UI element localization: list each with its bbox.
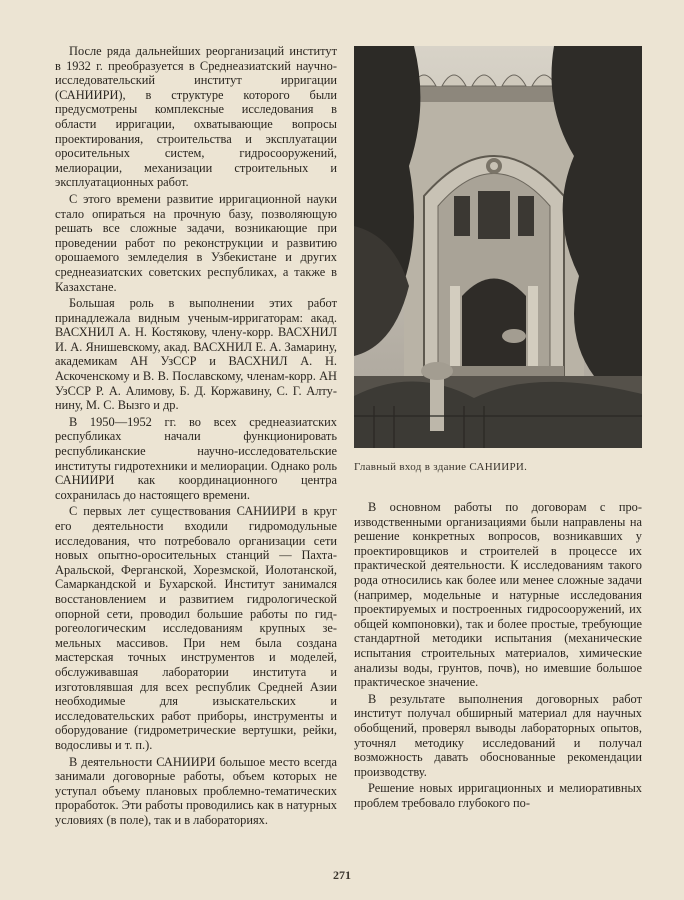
paragraph: В 1950—1952 гг. во всех среднеазиатских республиках начали функционировать республиканские научно-исследовательские институты гидротехники и мелиорации. Однако роль САНИИРИ как координационного центра сохранилась до настоящего времени. [55,414,337,502]
paragraph: Большая роль в выполнении этих работ принадлежала видным ученым-ирригаторам: акад. ВАСХНИЛ А. Н. Костякову, члену-корр. ВАСХНИЛ И. А. Янишевскому, акад. ВАСХНИЛ Е. А. Замарину, академикам АН УзССР и ВАСХНИЛ А. Н. Аскоченскому и В. В. Пославскому, членам-корр. АН УзССР Р. А. Алимову, Б. Д. Коржавину, С. Г. Алтунину, М. С. Вызго и др. [55,296,337,413]
photo-caption: Главный вход в здание САНИИРИ. [354,461,528,473]
paragraph: В деятельности САНИИРИ большое место всегда занимали договорные работы, объем которых не уступал объему плановых проблемно-тематических проработок. Эти работы проводились как в натурных условиях (в поле), так и в лабораториях. [55,754,337,827]
paragraph: Решение новых ирригационных и мелиоративных проблем требовало глубокого по- [354,781,642,810]
paragraph: С первых лет существования САНИИРИ в круг его деятельности входили гидромодульные исследования, что потребовало организации сети новых опытно-оросительных станций — Пахта-Аральской, Ферганской, Хорезмской, Иолотанской, Самаркандской и Бухарской. Институт занимался восстановлением и развитием гидрологической опорной сети, проводил большие работы по гидрогеологическим исследованиям крупных земельных массивов. При нем была создана мастерская точных инструментов и моделей, обслуживавшая лаборатории института и изготовлявшая для всех республик Средней Азии необходимые для изыскательских и исследовательских работ приборы, инструменты и оборудование (гидрометрические вертушки, рейки, водосливы и т. п.). [55,504,337,752]
paragraph: С этого времени развитие ирригационной науки стало опираться на прочную базу, позволяющую решать все сложные задачи, возникающие при проведении работ по реконструкции и развитию орошаемого земледелия в Узбекистане и других среднеазиатских советских республиках, а также в Казахстане. [55,191,337,294]
paragraph: В результате выполнения договорных работ институт получал обширный материал для научных обобщений, проверял выводы лабораторных опытов, уточнял методику исследований и получал возможность давать обоснованные рекомендации производству. [354,691,642,779]
page-number: 271 [333,868,351,882]
building-photo-icon [354,46,642,448]
paragraph: В основном работы по договорам с производственными организациями были направлены на решение конкретных вопросов, возникавших у проектировщиков и строителей в процессе их практической деятельности. К исследованиям такого рода относились как более или менее сложные задачи (например, модельные и натурные исследования проектируемых и построенных гидросооружений, их общей компоновки), так и более простые, требующие стандартной методики испытания (механические испытания строительных материалов, химические анализы воды, грунтов, почв), но имевшие большое практическое значение. [354,500,642,690]
right-text-column [354,500,642,812]
paragraph: После ряда дальнейших реорганизаций институт в 1932 г. преобразуется в Среднеазиатский научно-исследовательский институт ирригации (САНИИРИ), в структуре которого были предусмотрены комплексные исследования в области ирригации, охватывающие вопросы проектирования, строительства и эксплуатации оросительных систем, гидросооружений, мелиорации, механизации строительных и эксплуатационных работ. [55,44,337,190]
left-text-column [55,44,337,829]
building-photo [354,46,642,448]
